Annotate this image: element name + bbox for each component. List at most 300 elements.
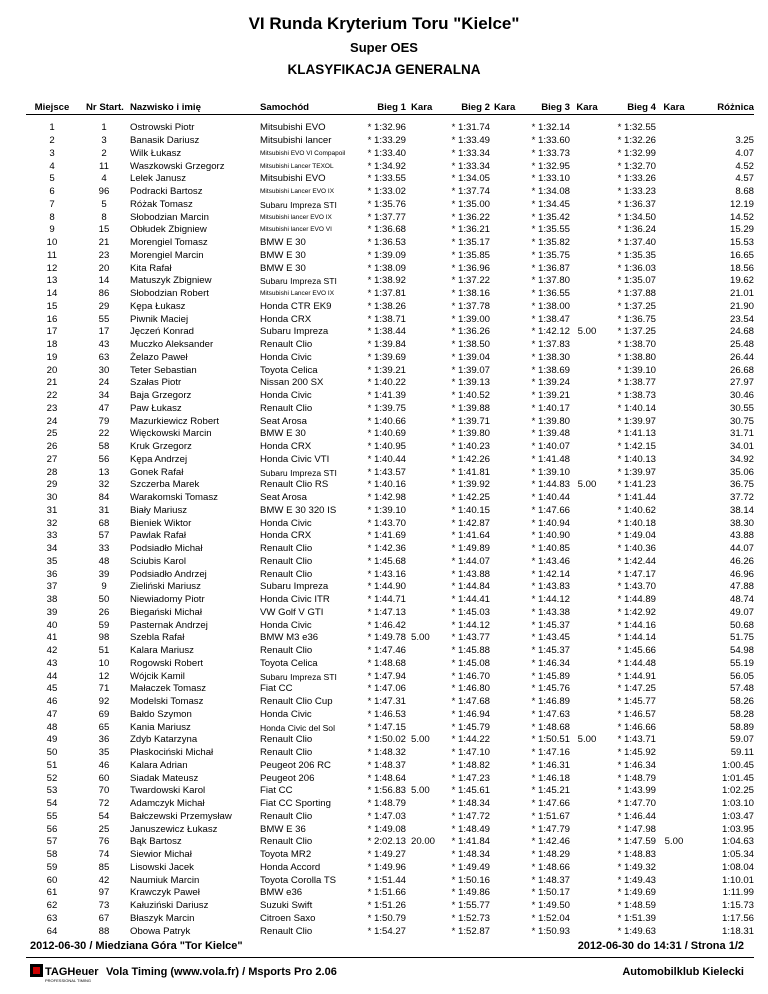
run2-time: * 1:46.94 xyxy=(451,708,490,720)
car: BMW e36 xyxy=(260,887,303,899)
driver-name: Siadak Mateusz xyxy=(130,772,199,784)
run1-penalty xyxy=(406,645,444,658)
start-number: 67 xyxy=(98,912,110,924)
run2-penalty xyxy=(490,823,518,836)
run2-penalty xyxy=(490,836,518,849)
run4-penalty xyxy=(656,301,692,314)
footer-club: Automobilklub Kielecki xyxy=(622,966,744,978)
car: Renault Clio xyxy=(260,555,313,567)
run2-penalty xyxy=(490,900,518,913)
driver-name: Kania Mariusz xyxy=(130,721,191,733)
run4-penalty xyxy=(656,403,692,416)
difference: 36.75 xyxy=(729,479,754,491)
start-number: 51 xyxy=(98,645,110,657)
run3-time: * 1:37.80 xyxy=(531,275,570,287)
driver-name: Obłudek Zbigniew xyxy=(130,224,207,236)
run1-penalty xyxy=(406,619,444,632)
run1-time: * 1:39.21 xyxy=(367,364,406,376)
car: Mitsubishi EVO xyxy=(260,122,326,134)
start-number: 31 xyxy=(98,504,110,516)
run3-time: * 1:42.12 xyxy=(531,326,570,338)
run4-time: * 1:38.70 xyxy=(617,339,656,351)
table-row xyxy=(26,683,754,696)
run2-time: * 1:35.85 xyxy=(451,249,490,261)
driver-name: Podsiadło Andrzej xyxy=(130,568,207,580)
run3-time: * 1:50.93 xyxy=(531,925,570,937)
run3-penalty xyxy=(570,262,604,275)
difference: 1:02.25 xyxy=(721,785,754,797)
run1-penalty xyxy=(406,887,444,900)
table-row xyxy=(26,696,754,709)
run1-time: * 1:34.92 xyxy=(367,160,406,172)
car: BMW E 30 xyxy=(260,249,306,261)
difference: 4.52 xyxy=(735,160,754,172)
run2-penalty xyxy=(490,530,518,543)
run2-penalty xyxy=(490,862,518,875)
car: Honda Civic xyxy=(260,351,312,363)
place: 13 xyxy=(46,275,58,287)
difference: 30.46 xyxy=(729,390,754,402)
run4-time: * 1:49.04 xyxy=(617,530,656,542)
driver-name: Siewior Michał xyxy=(130,849,192,861)
run4-time: * 1:46.34 xyxy=(617,759,656,771)
col-header-penalty1: Kara xyxy=(411,101,433,113)
run3-time: * 1:45.37 xyxy=(531,619,570,631)
run1-time: * 1:37.77 xyxy=(367,211,406,223)
run3-penalty xyxy=(570,709,604,722)
table-row xyxy=(26,862,754,875)
run4-time: * 1:32.99 xyxy=(617,147,656,159)
run1-penalty xyxy=(406,441,444,454)
table-row xyxy=(26,377,754,390)
difference: 34.01 xyxy=(729,441,754,453)
car: Mitsubishi Lancer EVO IX xyxy=(260,188,335,196)
difference: 12.19 xyxy=(729,198,754,210)
place: 49 xyxy=(46,734,58,746)
run1-time: * 1:38.26 xyxy=(367,300,406,312)
run1-time: * 1:41.39 xyxy=(367,390,406,402)
car: Renault Clio xyxy=(260,747,313,759)
place: 60 xyxy=(46,874,58,886)
run3-penalty xyxy=(570,568,604,581)
run1-time: * 1:39.09 xyxy=(367,249,406,261)
place: 21 xyxy=(46,377,58,389)
run4-penalty xyxy=(656,530,692,543)
run1-time: * 1:47.03 xyxy=(367,810,406,822)
place: 6 xyxy=(49,186,55,198)
start-number: 54 xyxy=(98,810,110,822)
run2-penalty xyxy=(490,632,518,645)
car: Honda Civic del Sol xyxy=(260,722,335,733)
run1-time: * 1:48.68 xyxy=(367,657,406,669)
run2-penalty xyxy=(490,313,518,326)
run2-time: * 1:45.03 xyxy=(451,606,490,618)
run1-time: * 1:33.02 xyxy=(367,186,406,198)
run4-time: * 1:38.77 xyxy=(617,377,656,389)
car: BMW E 30 320 IS xyxy=(260,504,337,516)
run1-time: * 1:47.13 xyxy=(367,606,406,618)
start-number: 72 xyxy=(98,798,110,810)
run1-time: * 1:50.02 xyxy=(367,734,406,746)
run1-time: * 1:51.26 xyxy=(367,900,406,912)
table-row xyxy=(26,632,754,645)
car: Subaru Impreza STI xyxy=(260,199,337,210)
run1-penalty xyxy=(406,517,444,530)
run1-penalty xyxy=(406,709,444,722)
run4-penalty: 5.00 xyxy=(664,836,684,848)
run4-time: * 1:36.37 xyxy=(617,198,656,210)
run3-time: * 1:32.14 xyxy=(531,122,570,134)
run1-time: * 1:37.81 xyxy=(367,288,406,300)
run2-time: * 1:46.70 xyxy=(451,670,490,682)
place: 19 xyxy=(46,351,58,363)
run3-time: * 1:33.73 xyxy=(531,147,570,159)
run3-time: * 1:44.12 xyxy=(531,594,570,606)
start-number: 86 xyxy=(98,288,110,300)
difference: 50.68 xyxy=(729,619,754,631)
col-header-start: Nr Start. xyxy=(86,101,124,113)
place: 31 xyxy=(46,504,58,516)
run1-penalty xyxy=(406,823,444,836)
run3-penalty xyxy=(570,186,604,199)
run3-penalty xyxy=(570,403,604,416)
run1-time: * 1:36.53 xyxy=(367,237,406,249)
run1-time: * 1:40.22 xyxy=(367,377,406,389)
run2-penalty xyxy=(490,683,518,696)
difference: 49.07 xyxy=(729,606,754,618)
place: 57 xyxy=(46,836,58,848)
place: 32 xyxy=(46,517,58,529)
header-divider xyxy=(26,115,754,123)
table-row xyxy=(26,811,754,824)
run3-time: * 1:39.80 xyxy=(531,415,570,427)
start-number: 11 xyxy=(99,160,109,172)
run1-time: * 1:48.37 xyxy=(367,759,406,771)
place: 36 xyxy=(46,568,58,580)
place: 41 xyxy=(46,632,58,644)
run1-penalty xyxy=(406,301,444,314)
run3-time: * 1:48.68 xyxy=(531,721,570,733)
col-header-car: Samochód xyxy=(260,101,310,113)
run4-time: * 1:44.91 xyxy=(617,670,656,682)
run4-time: * 1:44.89 xyxy=(617,594,656,606)
start-number: 84 xyxy=(98,492,110,504)
driver-name: Szałas Piotr xyxy=(130,377,182,389)
run2-penalty xyxy=(490,326,518,339)
run3-time: * 1:40.94 xyxy=(531,517,570,529)
driver-name: Kalara Adrian xyxy=(130,759,188,771)
run4-time: * 1:43.71 xyxy=(617,734,656,746)
run1-time: * 1:39.84 xyxy=(367,339,406,351)
difference: 15.29 xyxy=(729,224,754,236)
run1-time: * 1:40.16 xyxy=(367,479,406,491)
run3-time: * 1:39.24 xyxy=(531,377,570,389)
table-row xyxy=(26,874,754,887)
run2-time: * 1:44.41 xyxy=(451,594,490,606)
start-number: 74 xyxy=(98,849,110,861)
run2-time: * 1:36.26 xyxy=(451,326,490,338)
run1-penalty xyxy=(406,466,444,479)
difference: 34.92 xyxy=(729,453,754,465)
place: 16 xyxy=(46,313,58,325)
start-number: 26 xyxy=(98,606,110,618)
run2-time: * 1:35.00 xyxy=(451,198,490,210)
start-number: 39 xyxy=(98,568,110,580)
difference: 38.14 xyxy=(729,504,754,516)
run2-penalty xyxy=(490,275,518,288)
car: BMW M3 e36 xyxy=(260,632,319,644)
place: 56 xyxy=(46,823,58,835)
logo-subtext: PROFESSIONAL TIMING xyxy=(45,978,92,983)
place: 24 xyxy=(46,415,58,427)
driver-name: Bałczewski Przemysław xyxy=(130,810,232,822)
difference: 1:10.01 xyxy=(721,874,754,886)
car: Peugeot 206 RC xyxy=(260,759,331,771)
run3-time: * 1:35.82 xyxy=(531,237,570,249)
run1-time: * 1:32.96 xyxy=(367,122,406,134)
difference: 23.54 xyxy=(729,313,754,325)
driver-name: Warakomski Tomasz xyxy=(130,492,218,504)
difference: 21.01 xyxy=(729,288,754,300)
run3-time: * 1:42.14 xyxy=(531,568,570,580)
table-row xyxy=(26,148,754,161)
run2-time: * 1:37.74 xyxy=(451,186,490,198)
start-number: 48 xyxy=(98,555,110,567)
table-row xyxy=(26,836,754,849)
run4-penalty xyxy=(656,798,692,811)
table-row xyxy=(26,492,754,505)
driver-name: Kita Rafał xyxy=(130,262,172,274)
driver-name: Podracki Bartosz xyxy=(130,186,203,198)
place: 61 xyxy=(46,887,58,899)
col-header-run1: Bieg 1 xyxy=(377,101,406,113)
driver-name: Lisowski Jacek xyxy=(130,861,194,873)
run1-time: * 1:38.09 xyxy=(367,262,406,274)
place: 62 xyxy=(46,900,58,912)
run1-penalty xyxy=(406,262,444,275)
table-row xyxy=(26,122,754,135)
car: VW Golf V GTI xyxy=(260,606,324,618)
start-number: 4 xyxy=(101,173,107,185)
car: Seat Arosa xyxy=(260,415,307,427)
table-row xyxy=(26,199,754,212)
run4-time: * 1:37.88 xyxy=(617,288,656,300)
run3-penalty xyxy=(570,173,604,186)
run2-penalty xyxy=(490,224,518,237)
run1-penalty xyxy=(406,658,444,671)
run2-penalty xyxy=(490,352,518,365)
run2-penalty xyxy=(490,173,518,186)
run3-time: * 1:34.45 xyxy=(531,198,570,210)
run1-time: * 1:38.92 xyxy=(367,275,406,287)
difference: 3.25 xyxy=(735,135,754,147)
place: 30 xyxy=(46,492,58,504)
table-row xyxy=(26,670,754,683)
run4-penalty xyxy=(656,250,692,263)
start-number: 13 xyxy=(98,466,110,478)
run1-time: * 1:33.40 xyxy=(367,147,406,159)
run2-penalty xyxy=(490,785,518,798)
run4-penalty xyxy=(656,454,692,467)
start-number: 14 xyxy=(98,275,110,287)
run3-penalty: 5.00 xyxy=(577,734,597,746)
run3-penalty xyxy=(570,441,604,454)
car: BMW E 30 xyxy=(260,262,306,274)
difference: 24.68 xyxy=(729,326,754,338)
place: 64 xyxy=(46,925,58,937)
run4-time: * 1:36.03 xyxy=(617,262,656,274)
run2-time: * 1:55.77 xyxy=(451,900,490,912)
car: Subaru Impreza xyxy=(260,326,329,338)
place: 63 xyxy=(46,912,58,924)
difference: 1:03.47 xyxy=(721,810,754,822)
table-row xyxy=(26,479,754,492)
run4-time: * 1:46.44 xyxy=(617,810,656,822)
run1-penalty xyxy=(406,250,444,263)
start-number: 76 xyxy=(98,836,110,848)
run1-penalty: 5.00 xyxy=(411,734,430,746)
run4-time: * 1:33.26 xyxy=(617,173,656,185)
run3-time: * 1:39.10 xyxy=(531,466,570,478)
car: Mitsubishi Lancer TEXOL xyxy=(260,162,334,170)
place: 3 xyxy=(49,147,55,159)
run4-time: * 1:33.23 xyxy=(617,186,656,198)
run3-penalty xyxy=(570,364,604,377)
run3-time: * 1:48.29 xyxy=(531,849,570,861)
run2-time: * 1:45.61 xyxy=(451,785,490,797)
run2-penalty xyxy=(490,160,518,173)
difference: 37.72 xyxy=(729,492,754,504)
driver-name: Więckowski Marcin xyxy=(130,428,212,440)
run1-penalty xyxy=(406,492,444,505)
difference: 4.57 xyxy=(735,173,754,185)
table-row xyxy=(26,721,754,734)
run3-penalty xyxy=(570,696,604,709)
place: 38 xyxy=(46,594,58,606)
difference: 1:08.04 xyxy=(721,861,754,873)
run4-time: * 1:41.23 xyxy=(617,479,656,491)
table-row xyxy=(26,364,754,377)
start-number: 79 xyxy=(98,415,110,427)
difference: 54.98 xyxy=(729,645,754,657)
run3-penalty xyxy=(570,505,604,518)
start-number: 43 xyxy=(98,339,110,351)
run4-penalty xyxy=(656,785,692,798)
table-row xyxy=(26,135,754,148)
run2-time: * 1:39.00 xyxy=(451,313,490,325)
table-row xyxy=(26,798,754,811)
table-row xyxy=(26,530,754,543)
run1-penalty xyxy=(406,581,444,594)
run2-penalty xyxy=(490,811,518,824)
driver-name: Modelski Tomasz xyxy=(130,696,204,708)
run3-time: * 1:35.55 xyxy=(531,224,570,236)
run1-penalty xyxy=(406,607,444,620)
run1-penalty xyxy=(406,772,444,785)
run1-time: * 1:41.69 xyxy=(367,530,406,542)
driver-name: Małaczek Tomasz xyxy=(130,683,207,695)
table-row xyxy=(26,339,754,352)
table-row xyxy=(26,913,754,926)
difference: 58.28 xyxy=(729,708,754,720)
run3-penalty xyxy=(570,543,604,556)
run3-penalty xyxy=(570,148,604,161)
run1-penalty xyxy=(406,160,444,173)
run4-time: * 1:40.13 xyxy=(617,453,656,465)
run2-time: * 1:45.79 xyxy=(451,721,490,733)
run3-time: * 1:43.46 xyxy=(531,555,570,567)
car: Subaru Impreza xyxy=(260,581,329,593)
run2-penalty xyxy=(490,747,518,760)
run4-penalty xyxy=(656,199,692,212)
place: 47 xyxy=(46,708,58,720)
run2-penalty xyxy=(490,619,518,632)
table-row xyxy=(26,556,754,569)
driver-name: Wilk Łukasz xyxy=(130,147,182,159)
place: 23 xyxy=(46,402,58,414)
run3-time: * 1:33.10 xyxy=(531,173,570,185)
run2-time: * 1:34.05 xyxy=(451,173,490,185)
car: Mitsubishi lancer EVO VI xyxy=(260,226,332,234)
place: 51 xyxy=(46,759,58,771)
run3-time: * 1:51.67 xyxy=(531,810,570,822)
run4-time: * 1:49.43 xyxy=(617,874,656,886)
run4-time: * 1:35.07 xyxy=(617,275,656,287)
run2-penalty xyxy=(490,454,518,467)
difference: 1:18.31 xyxy=(721,925,754,937)
table-row xyxy=(26,275,754,288)
run2-penalty xyxy=(490,925,518,938)
run1-time: * 1:50.79 xyxy=(367,912,406,924)
start-number: 42 xyxy=(98,874,110,886)
run3-penalty xyxy=(570,352,604,365)
car: Honda CRX xyxy=(260,441,312,453)
run2-penalty xyxy=(490,849,518,862)
col-header-diff: Różnica xyxy=(717,101,754,113)
col-header-run4: Bieg 4 xyxy=(627,101,656,113)
difference: 21.90 xyxy=(729,300,754,312)
run3-time: * 1:50.51 xyxy=(531,734,570,746)
run3-time: * 1:40.44 xyxy=(531,492,570,504)
run2-penalty xyxy=(490,492,518,505)
run3-time: * 1:40.85 xyxy=(531,543,570,555)
results-table xyxy=(26,100,754,938)
run4-penalty xyxy=(656,505,692,518)
car: Mitsubishi lancer xyxy=(260,135,332,147)
run2-time: * 1:46.80 xyxy=(451,683,490,695)
place: 1 xyxy=(49,122,55,134)
run3-penalty xyxy=(570,785,604,798)
run4-penalty xyxy=(656,658,692,671)
start-number: 88 xyxy=(98,925,110,937)
run1-penalty xyxy=(406,683,444,696)
run4-time: * 1:48.79 xyxy=(617,772,656,784)
difference: 1:04.63 xyxy=(721,836,754,848)
run4-time: * 1:43.99 xyxy=(617,785,656,797)
run3-penalty xyxy=(570,645,604,658)
run3-time: * 1:44.83 xyxy=(531,479,570,491)
run4-penalty xyxy=(656,683,692,696)
run4-penalty xyxy=(656,237,692,250)
table-row xyxy=(26,568,754,581)
place: 46 xyxy=(46,696,58,708)
place: 48 xyxy=(46,721,58,733)
run1-penalty xyxy=(406,721,444,734)
run4-time: * 1:36.24 xyxy=(617,224,656,236)
difference: 27.97 xyxy=(729,377,754,389)
run1-time: * 1:51.66 xyxy=(367,887,406,899)
run1-time: * 1:47.31 xyxy=(367,696,406,708)
